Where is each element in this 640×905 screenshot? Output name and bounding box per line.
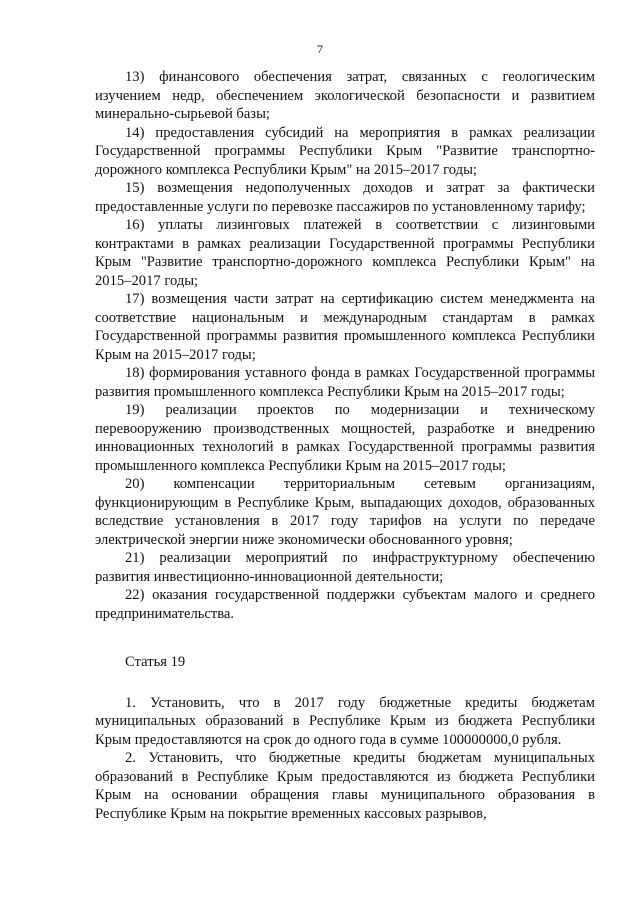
list-item-20: 20) компенсации территориальным сетевым организациям, функционирующим в Республике Крым, выпадающих доходов, образованных вследствие установления в 2017 году тарифов на услуги по передаче электрической энергии ниже экономически обоснованного уровня; [95,476,595,548]
list-item-22: 22) оказания государственной поддержки субъектам малого и среднего предпринимательства. [95,587,595,622]
article-paragraph-2: 2. Установить, что бюджетные кредиты бюджетам муниципальных образований в Республике Крым предоставляются из бюджета Республики Крым на основании обращения главы муниципального образования в Республике Крым на покрытие временных кассовых разрывов, [95,750,595,822]
article-heading: Статья 19 [125,654,186,670]
list-item-13: 13) финансового обеспечения затрат, связанных с геологическим изучением недр, обеспечением экологической безопасности и развитием минерально-сырьевой базы; [95,69,595,122]
list-item-18: 18) формирования уставного фонда в рамках Государственной программы развития промышленного комплекса Республики Крым на 2015–2017 годы; [95,365,595,400]
document-body [95,68,595,823]
list-item-16: 16) уплаты лизинговых платежей в соответствии с лизинговыми контрактами в рамках реализации Государственной программы Республики Крым "Развитие транспортно-дорожного комплекса Республики Крым" на 2015–2017 годы; [95,217,595,289]
list-item-19: 19) реализации проектов по модернизации и техническому перевооружению производственных мощностей, разработке и внедрению инновационных технологий в рамках Государственной программы развития промышленного комплекса Республики Крым на 2015–2017 годы; [95,402,595,474]
list-item-17: 17) возмещения части затрат на сертификацию систем менеджмента на соответствие национальным и международным стандартам в рамках Государственной программы развития промышленного комплекса Республики Крым на 2015–2017 годы; [95,291,595,363]
page-number: 7 [317,42,323,56]
article-paragraph-1: 1. Установить, что в 2017 году бюджетные кредиты бюджетам муниципальных образований в Республике Крым из бюджета Республики Крым предоставляются на срок до одного года в сумме 100000000,0 рубля. [95,694,595,748]
list-item-21: 21) реализации мероприятий по инфраструктурному обеспечению развития инвестиционно-инновационной деятельности; [95,550,595,585]
list-item-14: 14) предоставления субсидий на мероприятия в рамках реализации Государственной программы Республики Крым "Развитие транспортно-дорожного комплекса Республики Крым" на 2015–2017 годы; [95,124,595,178]
list-item-15: 15) возмещения недополученных доходов и затрат за фактически предоставленные услуги по перевозке пассажиров по установленному тарифу; [95,180,595,215]
